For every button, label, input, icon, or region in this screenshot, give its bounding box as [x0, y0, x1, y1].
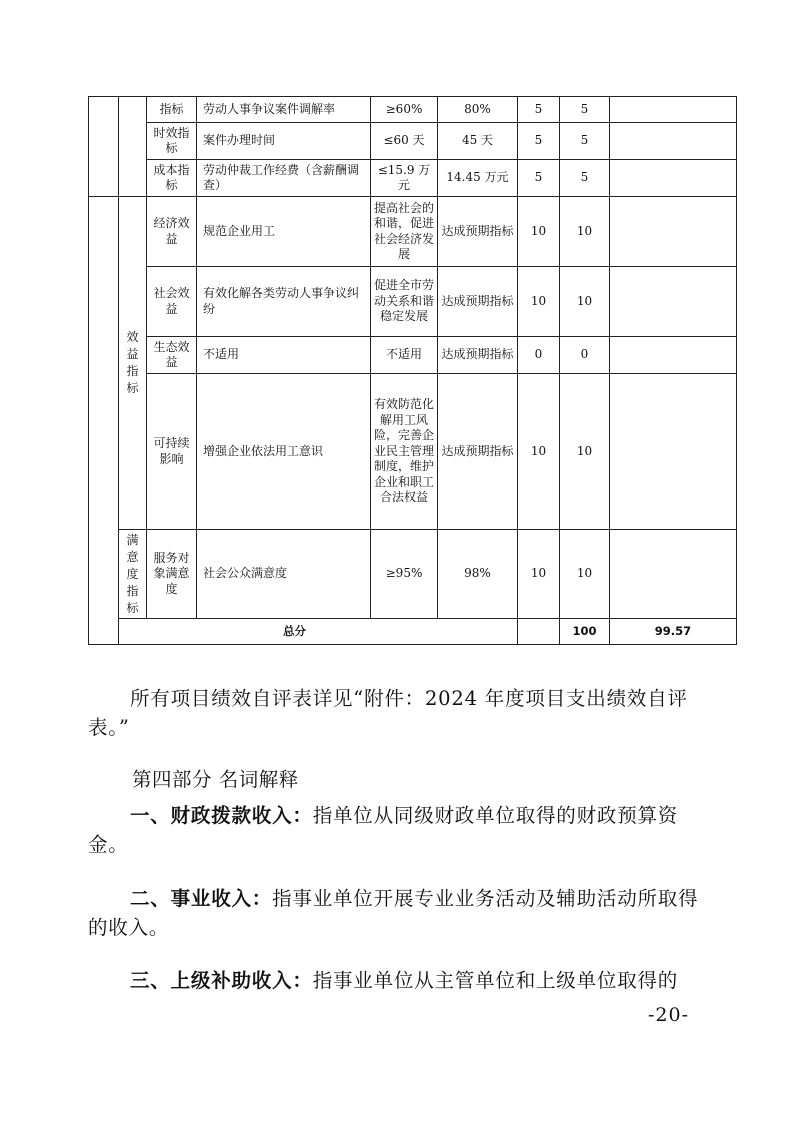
target-cell: ≥60% — [371, 97, 438, 123]
sub-indicator-cell: 生态效益 — [147, 337, 197, 374]
table-row — [89, 337, 737, 374]
definition-paragraph — [88, 884, 708, 942]
total-score-cell: 99.57 — [610, 619, 737, 645]
table-row — [89, 374, 737, 530]
table-row — [89, 123, 737, 160]
table-row — [89, 197, 737, 267]
note-cell — [610, 197, 737, 267]
target-cell: ≤60 天 — [371, 123, 438, 160]
target-cell: ≤15.9 万元 — [371, 160, 438, 197]
definition-body: 指事业单位开展专业业务活动及辅助活动所取得的收入。 — [88, 887, 699, 939]
actual-cell: 98% — [438, 530, 518, 619]
indicator-desc-cell: 有效化解各类劳动人事争议纠纷 — [197, 267, 371, 337]
score-cell: 10 — [560, 267, 610, 337]
total-row — [89, 619, 737, 645]
weight-cell: 10 — [518, 530, 560, 619]
table-row — [89, 267, 737, 337]
target-cell: 促进全市劳动关系和谐稳定发展 — [371, 267, 438, 337]
score-cell: 10 — [560, 197, 610, 267]
indicator-desc-cell: 劳动仲裁工作经费（含薪酬调查） — [197, 160, 371, 197]
table-row — [89, 530, 737, 619]
weight-cell: 5 — [518, 160, 560, 197]
section-heading: 第四部分 名词解释 — [132, 768, 299, 791]
sub-indicator-cell: 可持续影响 — [147, 374, 197, 530]
sub-indicator-cell: 时效指标 — [147, 123, 197, 160]
target-cell: ≥95% — [371, 530, 438, 619]
target-cell: 不适用 — [371, 337, 438, 374]
table-row — [89, 97, 737, 123]
actual-cell: 80% — [438, 97, 518, 123]
weight-cell: 10 — [518, 374, 560, 530]
weight-cell: 10 — [518, 267, 560, 337]
category-satisfaction-cell: 满意度指标 — [119, 530, 147, 619]
sub-indicator-cell: 经济效益 — [147, 197, 197, 267]
sub-indicator-cell: 成本指标 — [147, 160, 197, 197]
actual-cell: 达成预期指标 — [438, 337, 518, 374]
target-cell: 提高社会的和谐，促进社会经济发展 — [371, 197, 438, 267]
total-actual-cell — [518, 619, 560, 645]
note-cell — [610, 374, 737, 530]
weight-cell: 10 — [518, 197, 560, 267]
note-cell — [610, 97, 737, 123]
indicator-desc-cell: 不适用 — [197, 337, 371, 374]
page-number: -20- — [648, 1004, 690, 1026]
weight-cell: 0 — [518, 337, 560, 374]
score-cell: 5 — [560, 97, 610, 123]
weight-cell: 5 — [518, 123, 560, 160]
note-cell — [610, 267, 737, 337]
level1-blank-cell — [89, 197, 119, 645]
note-cell — [610, 530, 737, 619]
indicator-desc-cell: 规范企业用工 — [197, 197, 371, 267]
score-cell: 10 — [560, 374, 610, 530]
actual-cell: 达成预期指标 — [438, 267, 518, 337]
level1-blank-cell — [89, 97, 119, 197]
actual-cell: 14.45 万元 — [438, 160, 518, 197]
note-cell — [610, 337, 737, 374]
definition-paragraph — [88, 801, 708, 859]
performance-table — [88, 96, 737, 645]
note-cell — [610, 160, 737, 197]
actual-cell: 达成预期指标 — [438, 197, 518, 267]
definition-paragraph — [88, 966, 708, 995]
actual-cell: 达成预期指标 — [438, 374, 518, 530]
indicator-desc-cell: 增强企业依法用工意识 — [197, 374, 371, 530]
note-cell — [610, 123, 737, 160]
level2-blank-cell — [119, 97, 147, 197]
definition-term: 二、事业收入： — [130, 887, 273, 910]
score-cell: 0 — [560, 337, 610, 374]
actual-cell: 45 天 — [438, 123, 518, 160]
table-row — [89, 160, 737, 197]
indicator-desc-cell: 案件办理时间 — [197, 123, 371, 160]
definition-term: 三、上级补助收入： — [130, 969, 313, 992]
score-cell: 5 — [560, 160, 610, 197]
total-label-cell: 总分 — [119, 619, 518, 645]
target-cell: 有效防范化解用工风险，完善企业民主管理制度，维护企业和职工合法权益 — [371, 374, 438, 530]
score-cell: 10 — [560, 530, 610, 619]
category-benefit-cell: 效益指标 — [119, 197, 147, 530]
attachment-paragraph: 所有项目绩效自评表详见“附件：2024 年度项目支出绩效自评表。” — [88, 687, 688, 739]
sub-indicator-cell: 社会效益 — [147, 267, 197, 337]
definition-body: 指事业单位从主管单位和上级单位取得的 — [312, 969, 679, 992]
indicator-desc-cell: 劳动人事争议案件调解率 — [197, 97, 371, 123]
sub-indicator-cell: 服务对象满意度 — [147, 530, 197, 619]
weight-cell: 5 — [518, 97, 560, 123]
sub-indicator-cell: 指标 — [147, 97, 197, 123]
definition-body: 指单位从同级财政单位取得的财政预算资金。 — [88, 804, 679, 856]
indicator-desc-cell: 社会公众满意度 — [197, 530, 371, 619]
total-weight-cell: 100 — [560, 619, 610, 645]
score-cell: 5 — [560, 123, 610, 160]
definition-term: 一、财政拨款收入： — [130, 804, 313, 827]
